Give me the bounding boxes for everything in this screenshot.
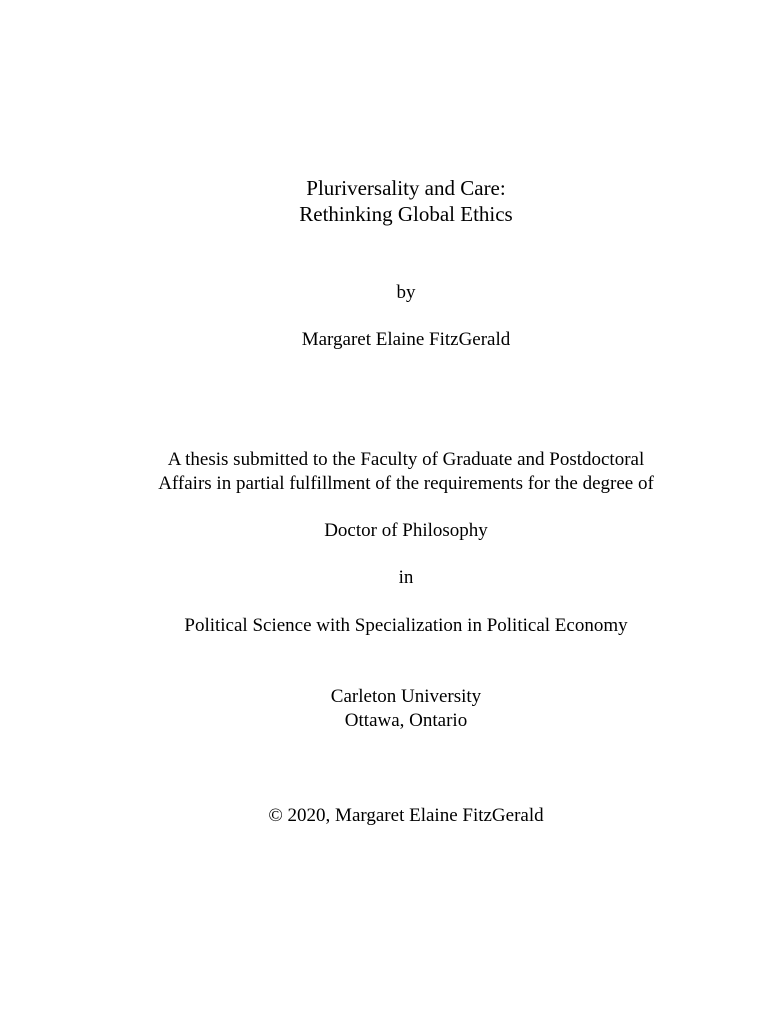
by-label: by [396,282,416,303]
university-name: Carleton University [330,686,482,707]
university-location: Ottawa, Ontario [344,710,468,731]
author-name: Margaret Elaine FitzGerald [301,329,511,350]
copyright-notice: © 2020, Margaret Elaine FitzGerald [268,805,544,826]
submission-statement-line-2: Affairs in partial fulfillment of the requirements for the degree of [158,473,654,494]
degree-in-label: in [398,567,414,588]
submission-statement-line-1: A thesis submitted to the Faculty of Graduate and Postdoctoral [167,449,645,470]
thesis-title-line-1: Pluriversality and Care: [306,176,506,200]
degree-field: Political Science with Specialization in Political Economy [184,615,628,636]
thesis-title-line-2: Rethinking Global Ethics [299,202,513,226]
degree-name: Doctor of Philosophy [324,520,488,541]
